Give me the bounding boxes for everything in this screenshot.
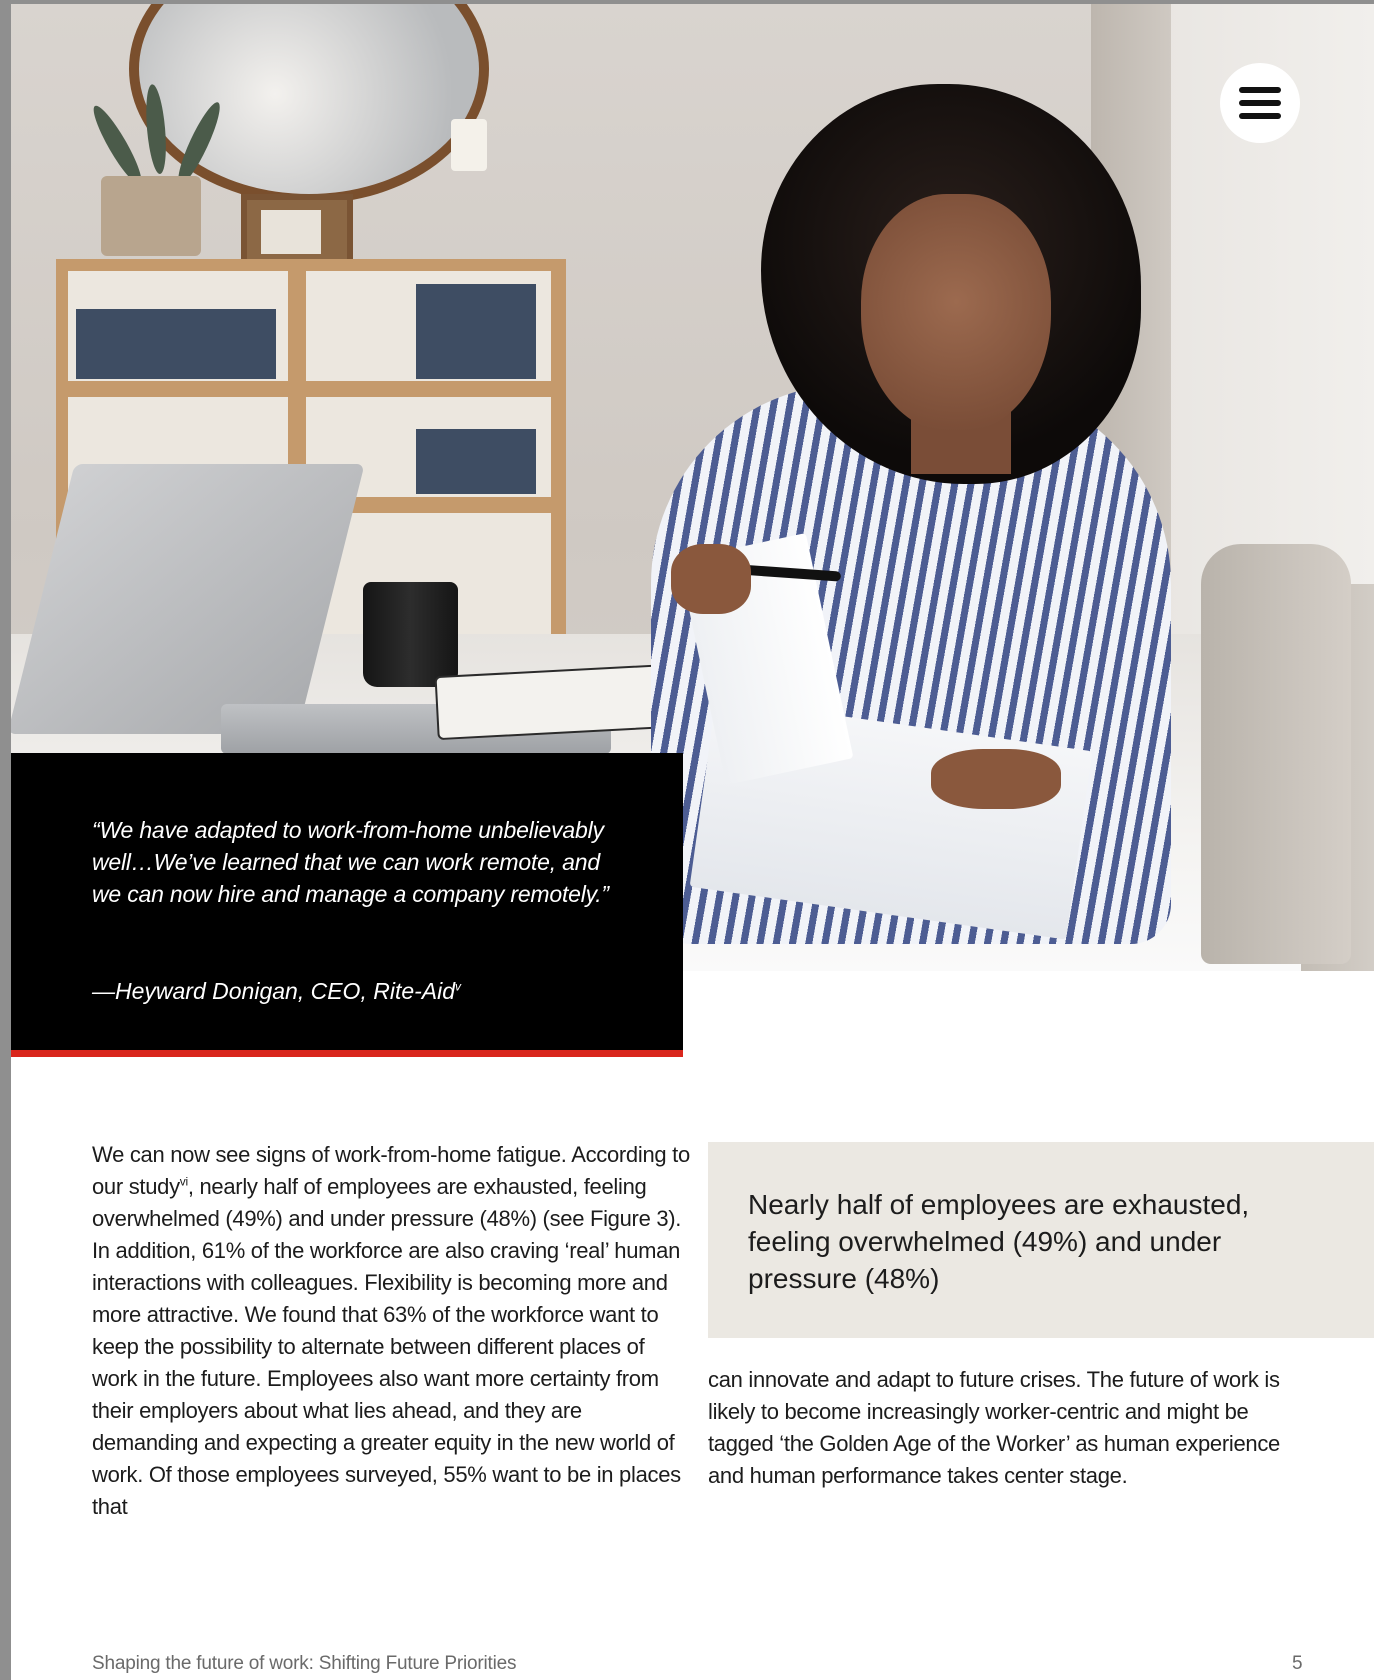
photo-candle <box>451 119 487 171</box>
pull-quote-callout <box>708 1142 1374 1338</box>
quote-box <box>11 753 683 1057</box>
photo-mug <box>363 582 458 687</box>
photo-chair <box>1201 544 1351 964</box>
body-text-part: We can now see signs of work-from-home fatigue. According to our study <box>92 1142 690 1199</box>
document-page <box>11 4 1374 1680</box>
photo-hand <box>931 749 1061 809</box>
page-number: 5 <box>1292 1653 1303 1674</box>
body-text-part: , nearly half of employees are exhausted, feeling overwhelmed (49%) and under pressure (48%) (see Figure 3). In addition, 61% of the workforce are also craving ‘real’ human interactions with colleagues. Flexibility is becoming more and more attractive. We found that 63% of the workforce want to keep the possibility to alternate between different places of work in the future. Employees also want more certainty from their employers about what lies ahead, and they are demanding and expecting a greater equity in the new world of work. Of those employees surveyed, 55% want to be in places that <box>92 1174 682 1519</box>
callout-text: Nearly half of employees are exhausted, feeling overwhelmed (49%) and under pressure (48%) <box>748 1189 1250 1294</box>
quote-text: “We have adapted to work-from-home unbelievably well…We’ve learned that we can work remote, and we can now hire and manage a company remotely.” <box>92 817 609 907</box>
quote-footnote-ref: v <box>455 979 462 994</box>
photo-hand <box>671 544 751 614</box>
hamburger-menu-icon-bar <box>1239 100 1281 106</box>
photo-plant-pot <box>101 176 201 256</box>
photo-face <box>861 194 1051 434</box>
footer-title: Shaping the future of work: Shifting Future Priorities <box>92 1653 517 1674</box>
body-column-right: can innovate and adapt to future crises. The future of work is likely to become increasingly worker-centric and might be tagged ‘the Golden Age of the Worker’ as human experience and human performance takes center stage. <box>708 1367 1280 1488</box>
quote-attribution <box>92 975 652 1007</box>
hamburger-menu-icon-bar <box>1239 113 1281 119</box>
body-column-left <box>92 1139 692 1523</box>
quote-attribution-text: —Heyward Donigan, CEO, Rite-Aid <box>92 978 456 1004</box>
menu-button[interactable] <box>1220 63 1300 143</box>
footnote-ref: vi <box>179 1174 188 1189</box>
hamburger-menu-icon <box>1239 87 1281 93</box>
